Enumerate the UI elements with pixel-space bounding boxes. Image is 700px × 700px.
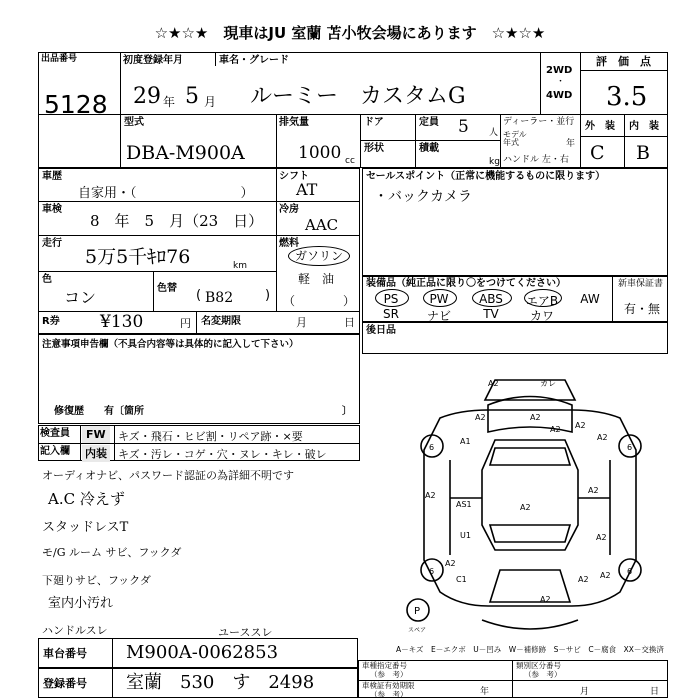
inspection-value: 8 年 5 月（23 日） bbox=[90, 212, 264, 230]
aircon-value: AAC bbox=[305, 216, 339, 234]
shift-label: シフト bbox=[279, 171, 309, 182]
color-value: コン bbox=[64, 288, 97, 307]
mileage-value: 5万5千ｷﾛ76 bbox=[85, 246, 191, 268]
remark-4: モ/G ルーム サビ、フックダ bbox=[42, 546, 182, 559]
equip-circle-airbag bbox=[524, 289, 562, 307]
mark-side-9: A2 bbox=[596, 533, 607, 542]
first-reg-label: 初度登録年月 bbox=[123, 55, 183, 66]
damage-legend: A－キズ E－エクボ U－凹み W－補修跡 S－サビ C－腐食 XX－交換済 bbox=[396, 645, 664, 654]
fuel-gasoline-circle bbox=[288, 246, 350, 266]
equip-circle-abs bbox=[472, 289, 512, 307]
chassis-label: 車台番号 bbox=[43, 647, 87, 660]
sales-point-box bbox=[362, 168, 668, 276]
aircon-label: 冷房 bbox=[279, 204, 299, 215]
first-reg-year: 29 bbox=[133, 84, 161, 109]
car-name-value: ルーミー カスタムG bbox=[250, 84, 466, 109]
remark-1: オーディオナビ、パスワード認証の為詳細不明です bbox=[42, 469, 295, 482]
equip-abs: ABS bbox=[479, 292, 503, 306]
header-banner: ☆★☆★ 現車はJU 室蘭 苫小牧会場にあります ☆★☆★ bbox=[154, 24, 546, 42]
recycle-value: ¥130 bbox=[100, 312, 144, 332]
mark-side-8: A2 bbox=[588, 486, 599, 495]
inspector-fw: FW bbox=[82, 426, 110, 443]
first-reg-month: 5 bbox=[185, 84, 199, 109]
doors-label: ドア bbox=[364, 117, 384, 128]
fuel-paren: （ ） bbox=[283, 294, 356, 308]
remark-3: スタッドレスT bbox=[42, 520, 129, 535]
exterior-label: 外 装 bbox=[585, 121, 615, 132]
wheel-rr: 6 bbox=[627, 567, 633, 576]
dealer-label: ディーラー・並行 bbox=[503, 117, 575, 127]
inspection-label: 車検 bbox=[42, 204, 62, 215]
interior-label: 内 装 bbox=[629, 121, 659, 132]
wheel-rl: 6 bbox=[429, 567, 435, 576]
mark-side-7: A2 bbox=[520, 503, 531, 512]
color-code: B82 bbox=[205, 290, 234, 306]
name-change-label: 名変期限 bbox=[201, 316, 241, 327]
mark-front-a2: A2 bbox=[488, 379, 499, 388]
remark-5: 下廻りサビ、フックダ bbox=[42, 574, 151, 587]
mark-side-12: A2 bbox=[578, 575, 589, 584]
repair-history: 修復歴 有〔箇所 bbox=[54, 406, 144, 417]
interior-value: B bbox=[636, 142, 650, 164]
inspector-in-items: キズ・汚レ・コゲ・穴・ヌレ・キレ・破レ bbox=[118, 448, 327, 461]
drive-2wd: 2WD bbox=[546, 65, 573, 76]
lot-label: 出品番号 bbox=[41, 54, 78, 64]
notes-label: 注意事項申告欄（不具合内容等は具体的に記入して下さい） bbox=[42, 339, 299, 350]
equip-aw: AW bbox=[580, 292, 600, 306]
remark-6: 室内小汚れ bbox=[48, 596, 114, 611]
recycle-label: R券 bbox=[42, 316, 60, 327]
ref2-label: 類別区分番号 bbox=[516, 661, 561, 670]
warranty-label: 新車保証書 bbox=[618, 279, 664, 289]
shift-value: AT bbox=[296, 180, 318, 199]
inspector-label: 検査員 bbox=[40, 428, 70, 439]
chassis-value: M900A-0062853 bbox=[126, 642, 279, 663]
shape-label: 形状 bbox=[364, 143, 384, 154]
equip-sr: SR bbox=[383, 307, 399, 321]
displacement-label: 排気量 bbox=[279, 117, 309, 128]
drive-4wd: 4WD bbox=[546, 90, 573, 101]
capacity-label: 定員 bbox=[419, 117, 439, 128]
color-change-label: 色替 bbox=[157, 283, 177, 294]
wheel-fl: 6 bbox=[429, 443, 435, 452]
mark-side-6: AS1 bbox=[456, 500, 472, 509]
mark-side-5: A2 bbox=[425, 491, 436, 500]
mileage-label: 走行 bbox=[42, 238, 62, 249]
model-year-label: モデル 年式 bbox=[503, 130, 527, 147]
lot-number: 5128 bbox=[44, 90, 108, 119]
mark-hood-1: A2 bbox=[530, 413, 541, 422]
mark-front-kare: カレ bbox=[540, 379, 556, 388]
mark-hood-2: A2 bbox=[550, 425, 561, 434]
equip-circle-ps bbox=[375, 289, 409, 307]
expire-label: 車検証有効期限 bbox=[362, 681, 415, 690]
registration-label: 登録番号 bbox=[43, 677, 87, 690]
history-value: 自家用・（ ） bbox=[78, 186, 254, 201]
load-label: 積載 bbox=[419, 143, 439, 154]
remark-extra: ユーススレ bbox=[218, 626, 273, 639]
mark-side-11: A2 bbox=[445, 559, 456, 568]
mark-side-4: A2 bbox=[597, 433, 608, 442]
equip-navi: ナビ bbox=[426, 309, 451, 323]
grade-label: 評 価 点 bbox=[596, 55, 651, 68]
mark-side-2: A1 bbox=[460, 437, 471, 446]
grade-value: 3.5 bbox=[606, 82, 648, 112]
mark-side-13: C1 bbox=[456, 575, 467, 584]
retrofit-box bbox=[362, 322, 668, 354]
model-value: DBA-M900A bbox=[126, 142, 245, 164]
remark-7: ハンドルスレ bbox=[42, 624, 108, 637]
mark-side-10: U1 bbox=[460, 531, 471, 540]
sales-point-value: ・バックカメラ bbox=[374, 189, 472, 205]
ref1-label: 車種指定番号 bbox=[362, 661, 407, 670]
displacement-value: 1000 bbox=[298, 143, 342, 163]
warranty-value: 有・無 bbox=[624, 302, 661, 316]
fuel-gasoline: ガソリン bbox=[295, 249, 344, 263]
retrofit-label: 後日品 bbox=[366, 325, 396, 336]
equipment-label: 装備品（純正品に限り〇をつけてください） bbox=[366, 278, 566, 289]
sales-point-label: セールスポイント（正常に機能するものに限ります） bbox=[366, 171, 606, 182]
mark-side-14: A2 bbox=[600, 571, 611, 580]
inspector-fw-items: キズ・飛石・ヒビ割・リペア跡・×要 bbox=[118, 430, 303, 443]
equip-ps: PS bbox=[383, 292, 399, 306]
exterior-value: C bbox=[590, 142, 605, 164]
inspector-fill-label: 記入欄 bbox=[40, 446, 70, 457]
equip-leather: カワ bbox=[529, 309, 554, 323]
equip-pw: PW bbox=[429, 292, 449, 306]
spare-label: スペア bbox=[408, 627, 427, 634]
equip-airbag: エアB bbox=[525, 294, 559, 308]
fuel-label: 燃料 bbox=[279, 238, 299, 249]
remark-2: A.C 冷えず bbox=[48, 490, 125, 508]
registration-value: 室蘭 530 す 2498 bbox=[126, 672, 315, 693]
equip-circle-pw bbox=[423, 289, 457, 307]
history-label: 車歴 bbox=[42, 171, 62, 182]
color-label: 色 bbox=[42, 274, 52, 285]
mark-side-1: A2 bbox=[475, 413, 486, 422]
fuel-diesel: 軽 油 bbox=[298, 272, 335, 286]
inspector-interior: 内装 bbox=[82, 445, 110, 462]
model-label: 型式 bbox=[124, 117, 144, 128]
handle-label: ハンドル 左・右 bbox=[503, 155, 569, 165]
car-name-label: 車名・グレード bbox=[219, 55, 289, 66]
mark-side-15: A2 bbox=[540, 595, 551, 604]
mark-side-3: A2 bbox=[575, 421, 586, 430]
capacity-value: 5 bbox=[458, 117, 469, 137]
equip-tv: TV bbox=[483, 307, 499, 321]
car-damage-diagram bbox=[400, 370, 662, 640]
wheel-fr: 6 bbox=[627, 443, 633, 452]
spare-letter: P bbox=[414, 606, 421, 617]
